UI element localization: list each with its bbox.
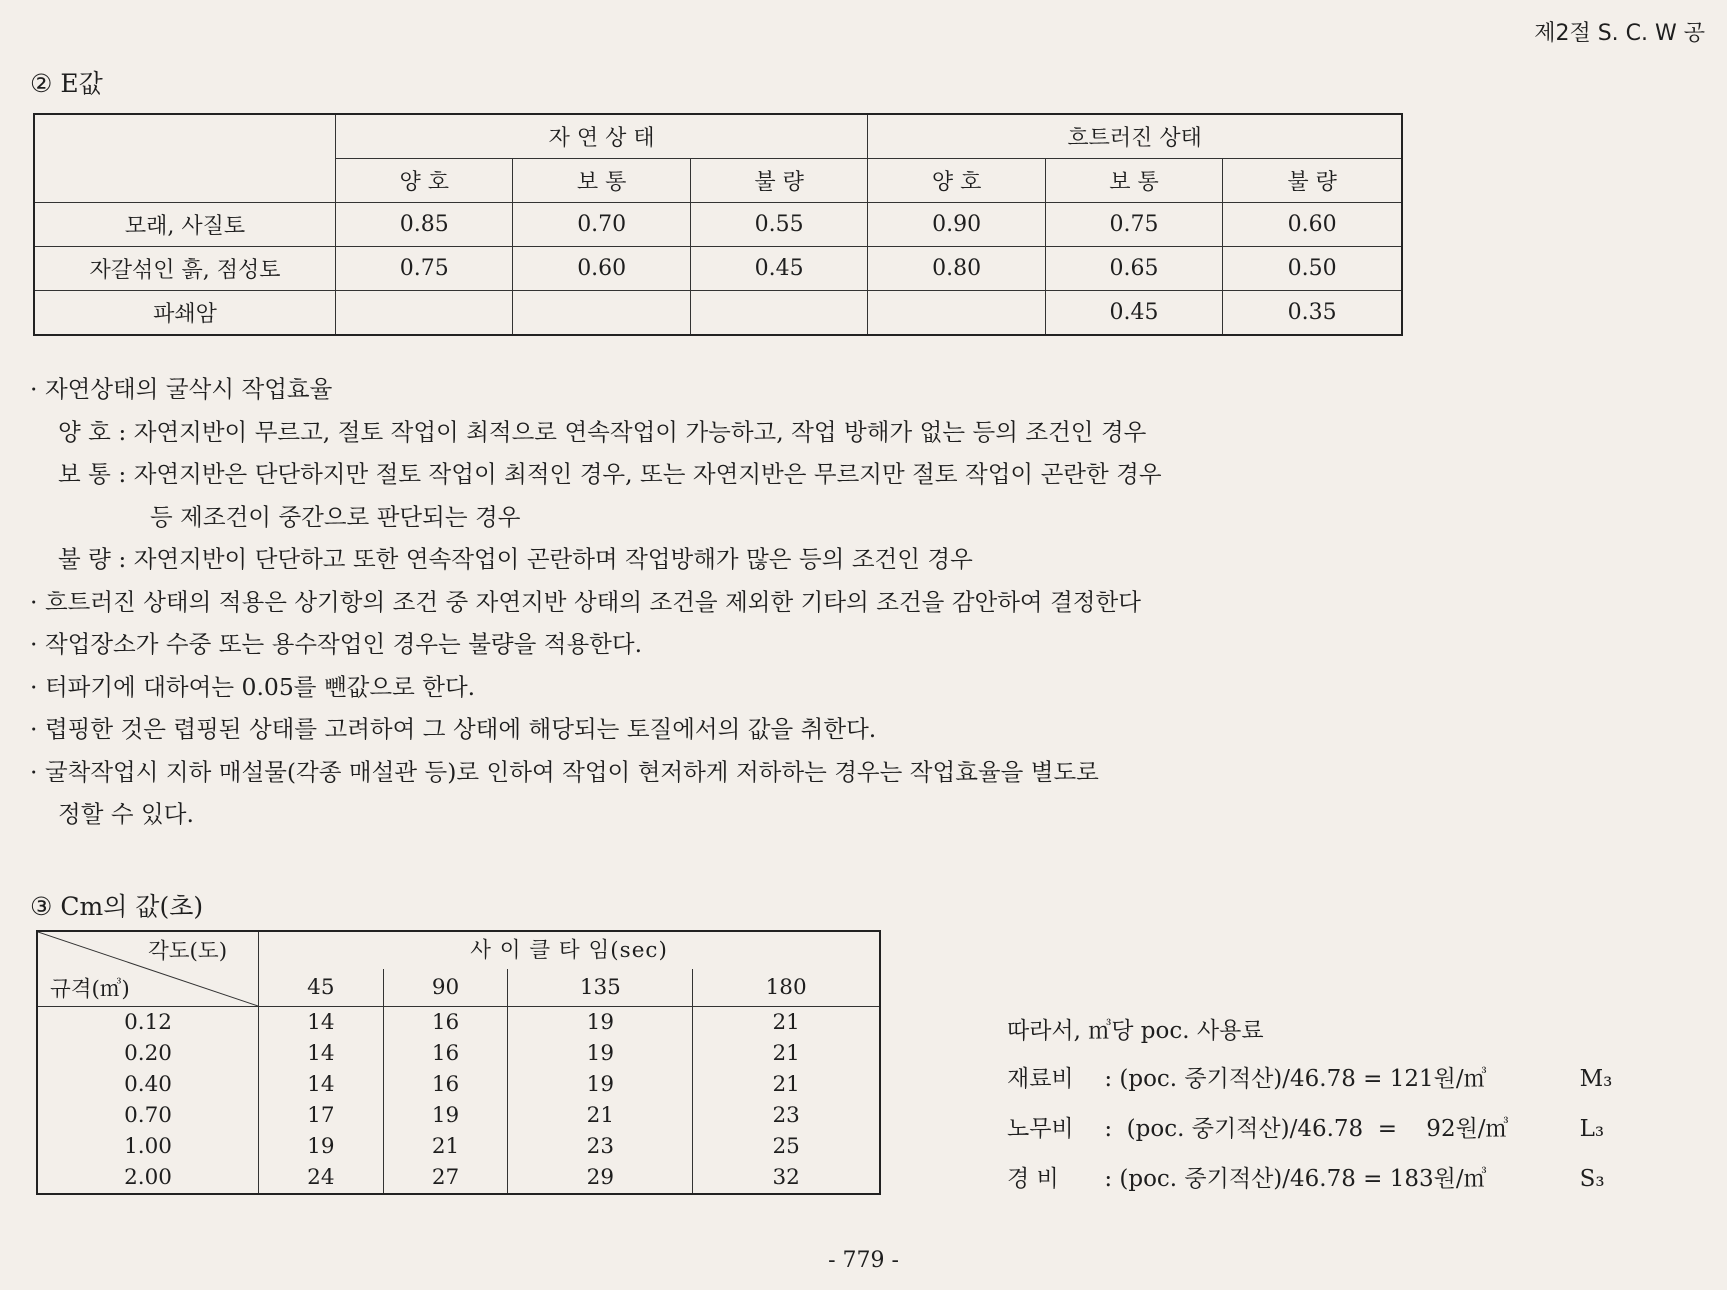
cell: 0.55	[690, 203, 867, 247]
cell: 16	[383, 1038, 508, 1069]
table-row	[37, 1131, 880, 1162]
cell: 14	[259, 1007, 384, 1039]
cost-line-material	[1007, 1060, 1612, 1093]
table-row	[34, 291, 1402, 336]
table-row	[37, 1038, 880, 1069]
chapter-header: 제2절 S. C. W 공	[1534, 21, 1705, 46]
cell: 19	[508, 1069, 693, 1100]
cell: 0.60	[1223, 203, 1402, 247]
size-cell: 0.20	[124, 1041, 172, 1066]
corner-angle-label: 각도(도)	[148, 939, 228, 964]
cost-code: L₃	[1579, 1116, 1605, 1142]
row-label: 자갈섞인 흙, 점성토	[34, 247, 336, 291]
note-line: 정할 수 있다.	[58, 800, 194, 828]
cell: 21	[693, 1038, 880, 1069]
size-cell: 0.40	[124, 1072, 172, 1097]
cost-label: 재료비	[1007, 1066, 1074, 1092]
angle-header: 45	[259, 969, 384, 1006]
size-cell: 2.00	[124, 1165, 172, 1190]
cell	[868, 291, 1045, 336]
cell: 0.35	[1223, 291, 1402, 336]
cost-formula: : (poc. 중기적산)/46.78 = 183원/㎥	[1104, 1166, 1487, 1192]
corner-size-label: 규격(㎥)	[50, 977, 130, 1002]
cell: 0.60	[513, 247, 690, 291]
subhead: 양 호	[868, 159, 1045, 203]
cell: 0.75	[1045, 203, 1222, 247]
cell: 17	[259, 1100, 384, 1131]
cell: 0.65	[1045, 247, 1222, 291]
note-line: 양 호 : 자연지반이 무르고, 절토 작업이 최적으로 연속작업이 가능하고, 작업 방해가 없는 등의 조건인 경우	[58, 417, 1147, 446]
cell: 19	[383, 1100, 508, 1131]
section-cm-title: ③ Cm의 값(초)	[30, 892, 204, 921]
cost-label: 노무비	[1007, 1116, 1074, 1142]
cost-line-labor	[1007, 1110, 1604, 1143]
table-corner	[34, 114, 336, 203]
cell	[690, 291, 867, 336]
cm-value-table	[36, 930, 881, 1195]
cost-code: M₃	[1579, 1066, 1613, 1092]
cell: 0.50	[1223, 247, 1402, 291]
group-loosened: 흐트러진 상태	[868, 114, 1402, 159]
note-line: 등 제조건이 중간으로 판단되는 경우	[150, 502, 521, 531]
subhead: 불 량	[690, 159, 867, 203]
cell: 19	[508, 1007, 693, 1039]
subhead: 보 통	[513, 159, 690, 203]
angle-header: 90	[383, 969, 508, 1006]
angle-header: 180	[693, 969, 880, 1006]
cell: 21	[508, 1100, 693, 1131]
cell: 14	[259, 1069, 384, 1100]
cost-code: S₃	[1579, 1166, 1605, 1192]
cell: 19	[508, 1038, 693, 1069]
cell: 24	[259, 1162, 384, 1194]
note-line: 불 량 : 자연지반이 단단하고 또한 연속작업이 곤란하며 작업방해가 많은 등의 조건인 경우	[58, 545, 973, 573]
cycle-time-header: 사 이 클 타 임(sec)	[259, 931, 881, 969]
cell: 0.45	[1045, 291, 1222, 336]
subhead: 양 호	[336, 159, 513, 203]
cell: 0.70	[513, 203, 690, 247]
cell: 16	[383, 1007, 508, 1039]
cost-intro: 따라서, ㎥당 poc. 사용료	[1007, 1018, 1264, 1044]
size-cell: 0.70	[124, 1103, 172, 1128]
section-e-title: ② E값	[30, 69, 103, 98]
table-row	[34, 203, 1402, 247]
cell: 21	[693, 1007, 880, 1039]
cell: 0.75	[336, 247, 513, 291]
note-line: · 터파기에 대하여는 0.05를 뺀값으로 한다.	[30, 672, 476, 701]
table-row	[37, 1100, 880, 1131]
cost-label: 경 비	[1007, 1166, 1059, 1192]
cell: 0.90	[868, 203, 1045, 247]
page-number: - 779 -	[828, 1248, 899, 1273]
table-row	[34, 247, 1402, 291]
cell	[513, 291, 690, 336]
cost-line-expense	[1007, 1160, 1605, 1193]
note-line: · 굴착작업시 지하 매설물(각종 매설관 등)로 인하여 작업이 현저하게 저하하는 경우는 작업효율을 별도로	[30, 757, 1099, 786]
diagonal-corner-cell	[37, 931, 259, 1007]
notes-block	[30, 368, 1162, 836]
size-cell: 1.00	[124, 1134, 172, 1159]
cell: 29	[508, 1162, 693, 1194]
cell: 32	[693, 1162, 880, 1194]
cell: 14	[259, 1038, 384, 1069]
cell: 27	[383, 1162, 508, 1194]
row-label: 모래, 사질토	[34, 203, 336, 247]
row-label: 파쇄암	[34, 291, 336, 336]
table-row	[37, 1007, 880, 1039]
cell: 23	[508, 1131, 693, 1162]
note-line: · 작업장소가 수중 또는 용수작업인 경우는 불량을 적용한다.	[30, 630, 643, 658]
note-line: 보 통 : 자연지반은 단단하지만 절토 작업이 최적인 경우, 또는 자연지반은 무르지만 절토 작업이 곤란한 경우	[58, 460, 1162, 488]
cost-formula: : (poc. 중기적산)/46.78 = 121원/㎥	[1104, 1066, 1487, 1092]
cell: 19	[259, 1131, 384, 1162]
cell: 23	[693, 1100, 880, 1131]
cell: 21	[383, 1131, 508, 1162]
cell: 0.85	[336, 203, 513, 247]
e-value-table	[33, 113, 1403, 336]
size-cell: 0.12	[124, 1010, 172, 1035]
table-row	[37, 1069, 880, 1100]
note-line: · 자연상태의 굴삭시 작업효율	[30, 375, 333, 403]
cell: 0.80	[868, 247, 1045, 291]
group-natural: 자 연 상 태	[336, 114, 868, 159]
table-row	[37, 1162, 880, 1194]
cell: 21	[693, 1069, 880, 1100]
subhead: 불 량	[1223, 159, 1402, 203]
note-line: · 렵핑한 것은 렵핑된 상태를 고려하여 그 상태에 해당되는 토질에서의 값을 취한다.	[30, 715, 877, 743]
cell	[336, 291, 513, 336]
subhead: 보 통	[1045, 159, 1222, 203]
angle-header: 135	[508, 969, 693, 1006]
cell: 0.45	[690, 247, 867, 291]
note-line: · 흐트러진 상태의 적용은 상기항의 조건 중 자연지반 상태의 조건을 제외한 기타의 조건을 감안하여 결정한다	[30, 587, 1141, 616]
cell: 16	[383, 1069, 508, 1100]
cell: 25	[693, 1131, 880, 1162]
cost-formula: : (poc. 중기적산)/46.78 = 92원/㎥	[1104, 1116, 1509, 1142]
